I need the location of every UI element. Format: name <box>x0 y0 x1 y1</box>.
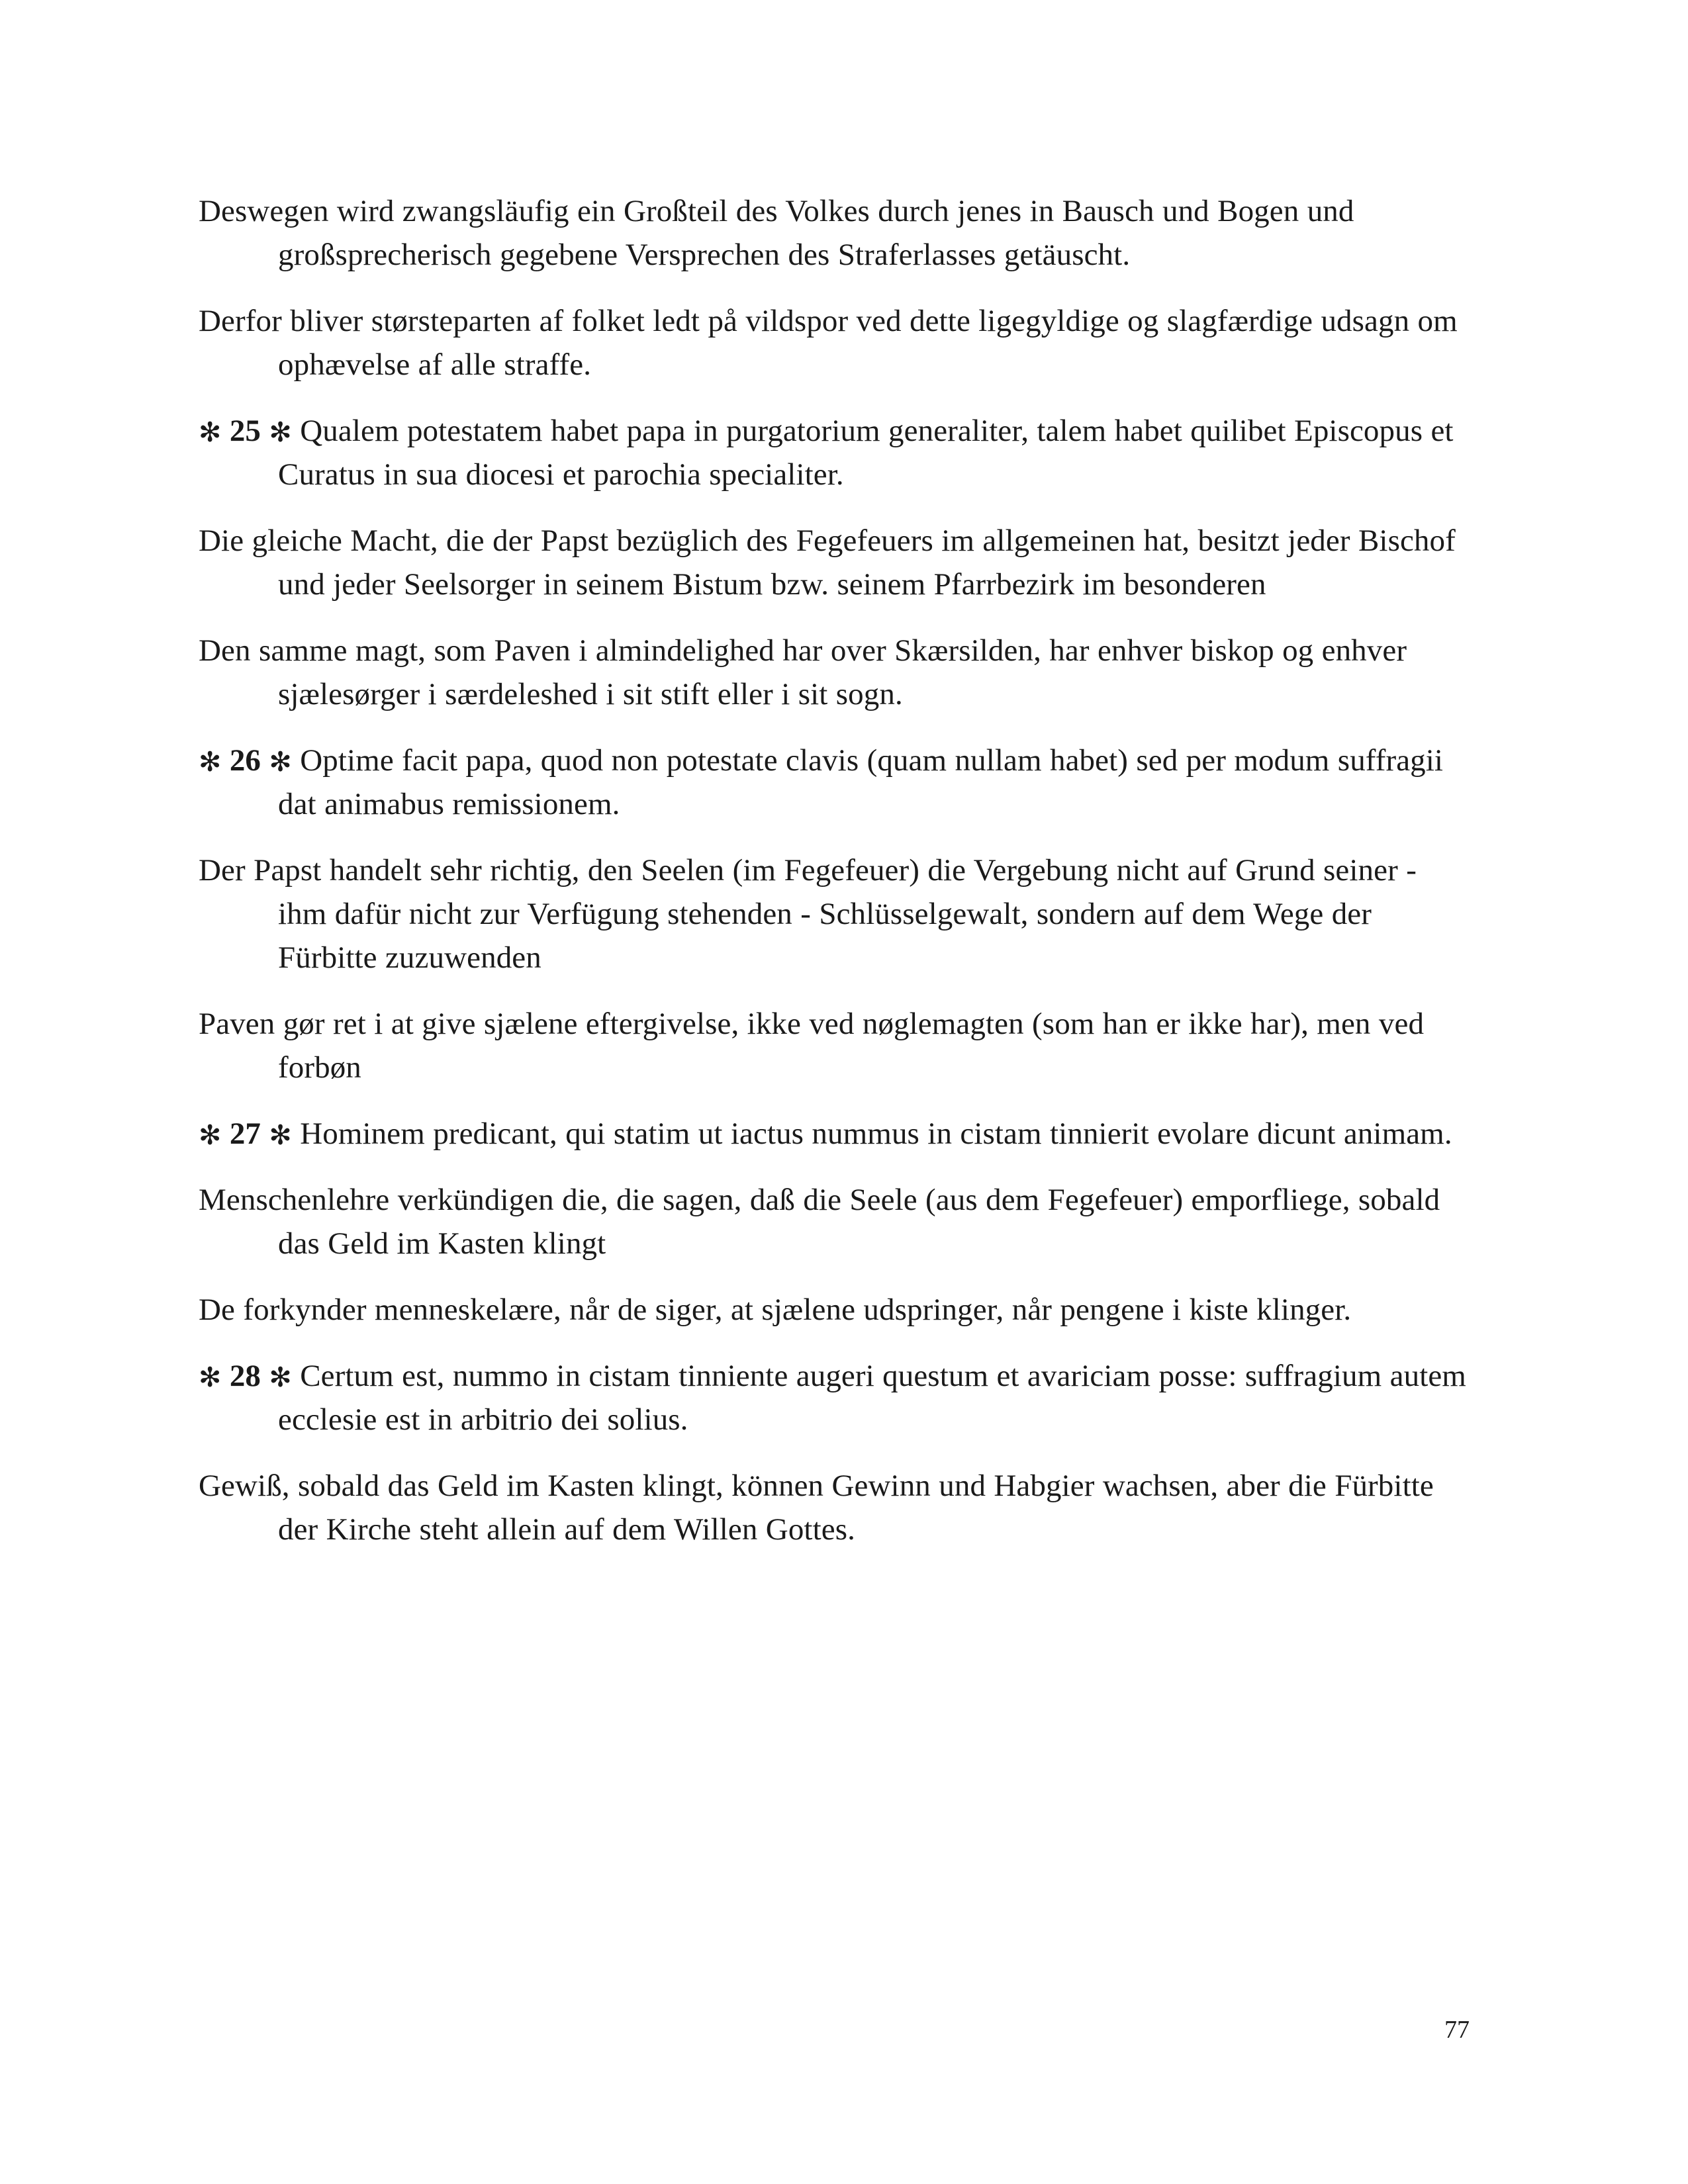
paragraph-text: Der Papst handelt sehr richtig, den Seelen (im Fegefeuer) die Vergebung nicht auf Grund seiner - ihm dafür nicht zur Verfügung stehenden - Schlüsselgewalt, sondern auf dem Wege der Fürbitte zuzuwenden <box>199 853 1417 975</box>
translation-paragraph <box>199 1178 1470 1265</box>
thesis-paragraph <box>199 1354 1470 1441</box>
page-number: 77 <box>1444 2016 1470 2044</box>
asterisk-icon: ✻ <box>199 1361 222 1393</box>
translation-paragraph <box>199 629 1470 716</box>
paragraph-text: Die gleiche Macht, die der Papst bezüglich des Fegefeuers im allgemeinen hat, besitzt jeder Bischof und jeder Seelsorger in seinem Bistum bzw. seinem Pfarrbezirk im besonderen <box>199 523 1456 602</box>
asterisk-icon: ✻ <box>269 746 292 778</box>
thesis-marker <box>199 743 292 778</box>
asterisk-icon: ✻ <box>269 1361 292 1393</box>
thesis-number: 25 <box>229 414 261 448</box>
thesis-number: 26 <box>229 743 261 778</box>
translation-paragraph <box>199 1288 1470 1332</box>
thesis-number: 27 <box>229 1116 261 1151</box>
translation-paragraph <box>199 1002 1470 1089</box>
asterisk-icon: ✻ <box>269 1119 292 1151</box>
thesis-text: Hominem predicant, qui statim ut iactus nummus in cistam tinnierit evolare dicunt animam. <box>300 1116 1452 1151</box>
paragraph-text: Derfor bliver størsteparten af folket ledt på vildspor ved dette ligegyldige og slagfærdige udsagn om ophævelse af alle straffe. <box>199 304 1458 382</box>
asterisk-icon: ✻ <box>199 746 222 778</box>
thesis-text: Optime facit papa, quod non potestate clavis (quam nullam habet) sed per modum suffragii dat animabus remissionem. <box>278 743 1444 821</box>
asterisk-icon: ✻ <box>199 416 222 448</box>
paragraph-text: De forkynder menneskelære, når de siger, at sjælene udspringer, når pengene i kiste klinger. <box>199 1293 1352 1327</box>
thesis-marker <box>199 1116 292 1151</box>
thesis-text: Certum est, nummo in cistam tinniente augeri questum et avariciam posse: suffragium autem ecclesie est in arbitrio dei solius. <box>278 1359 1466 1437</box>
translation-paragraph <box>199 299 1470 387</box>
translation-paragraph <box>199 519 1470 606</box>
paragraph-text: Gewiß, sobald das Geld im Kasten klingt, können Gewinn und Habgier wachsen, aber die Fürbitte der Kirche steht allein auf dem Willen Gottes. <box>199 1469 1434 1547</box>
translation-paragraph <box>199 189 1470 277</box>
translation-paragraph <box>199 1464 1470 1551</box>
thesis-text: Qualem potestatem habet papa in purgatorium generaliter, talem habet quilibet Episcopus et Curatus in sua diocesi et parochia specialiter. <box>278 414 1454 492</box>
thesis-paragraph <box>199 1112 1470 1156</box>
asterisk-icon: ✻ <box>269 416 292 448</box>
thesis-paragraph <box>199 409 1470 496</box>
paragraph-text: Paven gør ret i at give sjælene eftergivelse, ikke ved nøglemagten (som han er ikke har), men ved forbøn <box>199 1007 1425 1085</box>
paragraph-text: Menschenlehre verkündigen die, die sagen, daß die Seele (aus dem Fegefeuer) emporfliege, sobald das Geld im Kasten klingt <box>199 1183 1440 1261</box>
page-text-block <box>199 189 1470 1574</box>
thesis-marker <box>199 1359 292 1393</box>
paragraph-text: Deswegen wird zwangsläufig ein Großteil des Volkes durch jenes in Bausch und Bogen und großsprecherisch gegebene Versprechen des Straferlasses getäuscht. <box>199 194 1354 272</box>
thesis-number: 28 <box>229 1359 261 1393</box>
translation-paragraph <box>199 848 1470 979</box>
thesis-marker <box>199 414 292 448</box>
paragraph-text: Den samme magt, som Paven i almindelighed har over Skærsilden, har enhver biskop og enhver sjælesørger i særdeleshed i sit stift eller i sit sogn. <box>199 633 1407 711</box>
thesis-paragraph <box>199 739 1470 826</box>
asterisk-icon: ✻ <box>199 1119 222 1151</box>
